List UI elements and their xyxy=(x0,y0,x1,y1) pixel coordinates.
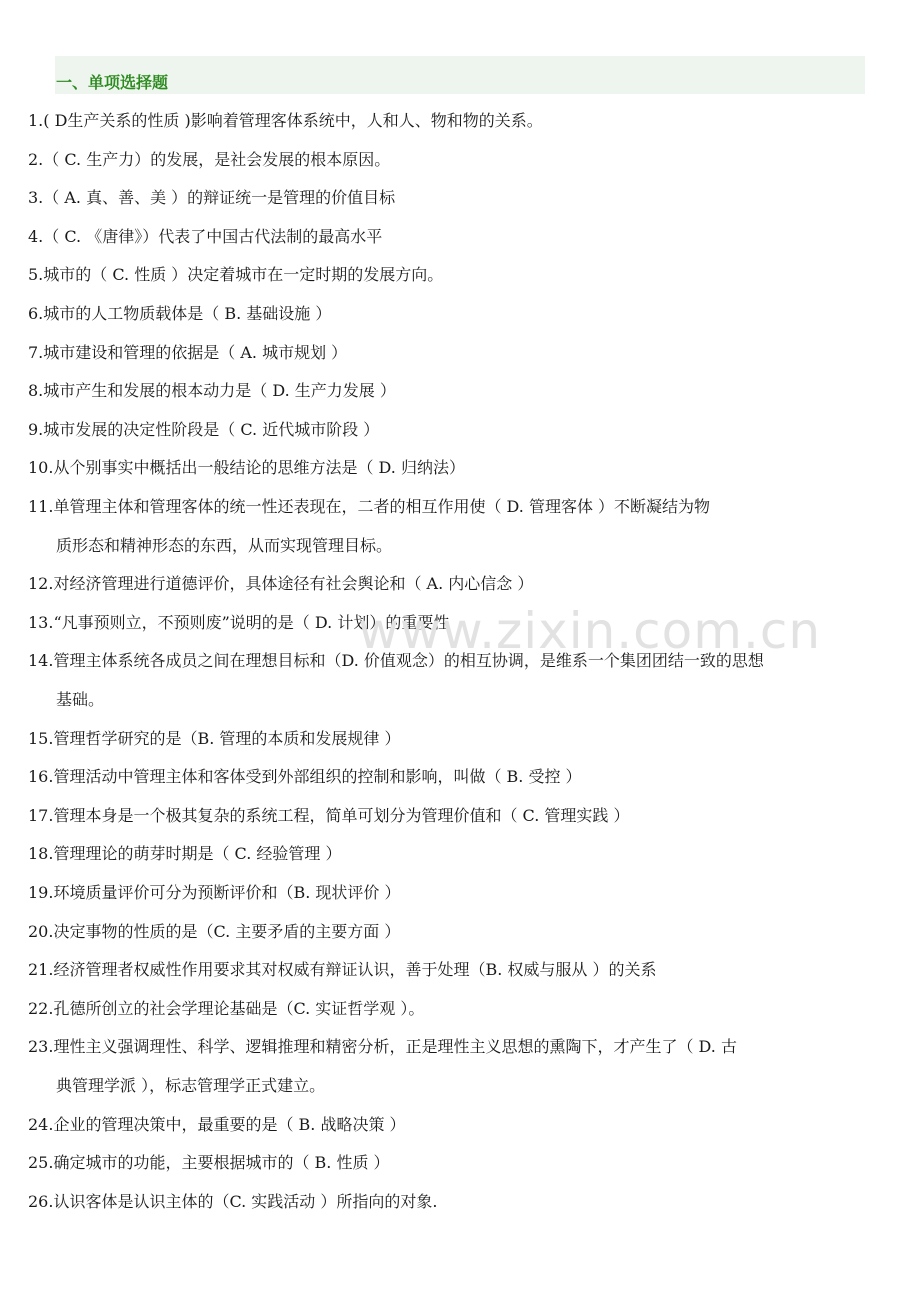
question-text: 20.决定事物的性质的是（C. 主要矛盾的主要方面 ） xyxy=(28,921,401,941)
question-item xyxy=(28,951,874,990)
question-item xyxy=(28,449,874,488)
question-text: 4.（ C. 《唐律》）代表了中国古代法制的最高水平 xyxy=(28,226,383,246)
question-text: 2.（ C. 生产力）的发展，是社会发展的根本原因。 xyxy=(28,149,391,169)
question-text: 11.单管理主体和管理客体的统一性还表现在，二者的相互作用使（ D. 管理客体 ）不断凝结为物 xyxy=(28,497,711,516)
question-item xyxy=(28,1144,874,1183)
question-text: 5.城市的（ C. 性质 ）决定着城市在一定时期的发展方向。 xyxy=(28,265,444,285)
question-text: 6.城市的人工物质载体是（ B. 基础设施 ） xyxy=(28,304,332,323)
question-item xyxy=(28,1183,874,1222)
question-item xyxy=(28,256,874,295)
question-item xyxy=(28,1028,874,1105)
question-item xyxy=(28,488,874,565)
question-item xyxy=(28,372,874,411)
question-text: 24.企业的管理决策中，最重要的是（ B. 战略决策 ） xyxy=(28,1114,406,1134)
question-text: 7.城市建设和管理的依据是（ A. 城市规划 ） xyxy=(28,342,348,362)
section-title: 一、单项选择题 xyxy=(56,73,169,92)
question-text: 22.孔德所创立的社会学理论基础是（C. 实证哲学观 ）。 xyxy=(28,998,425,1018)
question-text: 17.管理本身是一个极其复杂的系统工程，简单可划分为管理价值和（ C. 管理实践 ） xyxy=(28,805,630,825)
question-item xyxy=(28,913,874,952)
section-header-band xyxy=(55,56,865,94)
question-item xyxy=(28,720,874,759)
question-text: 3.（ A. 真、善、美 ）的辩证统一是管理的价值目标 xyxy=(28,188,396,208)
question-item xyxy=(28,604,874,643)
question-item xyxy=(28,141,874,180)
question-item xyxy=(28,797,874,836)
question-text: 9.城市发展的决定性阶段是（ C. 近代城市阶段 ） xyxy=(28,419,380,439)
question-text: 19.环境质量评价可分为预断评价和（B. 现状评价 ） xyxy=(28,883,401,902)
question-item xyxy=(28,334,874,373)
question-item xyxy=(28,758,874,797)
question-text-continuation: 质形态和精神形态的东西，从而实现管理目标。 xyxy=(56,535,393,555)
question-item xyxy=(28,1106,874,1145)
question-text: 15.管理哲学研究的是（B. 管理的本质和发展规律 ） xyxy=(28,728,401,748)
question-item xyxy=(28,990,874,1029)
question-text: 8.城市产生和发展的根本动力是（ D. 生产力发展 ） xyxy=(28,381,396,401)
question-text: 26.认识客体是认识主体的（C. 实践活动 ）所指向的对象. xyxy=(28,1191,438,1211)
question-item xyxy=(28,411,874,450)
question-text: 25.确定城市的功能，主要根据城市的（ B. 性质 ） xyxy=(28,1153,390,1173)
question-item xyxy=(28,179,874,218)
question-text-continuation: 典管理学派 ），标志管理学正式建立。 xyxy=(56,1075,326,1095)
question-text: 10.从个别事实中概括出一般结论的思维方法是（ D. 归纳法） xyxy=(28,458,465,478)
question-item xyxy=(28,642,874,719)
question-text: 23.理性主义强调理性、科学、逻辑推理和精密分析，正是理性主义思想的熏陶下，才产生了（ D. 古 xyxy=(28,1037,737,1057)
question-text-continuation: 基础。 xyxy=(56,689,105,709)
question-item xyxy=(28,218,874,257)
question-text: 21.经济管理者权威性作用要求其对权威有辩证认识，善于处理（B. 权威与服从 ）的关系 xyxy=(28,960,657,980)
question-item xyxy=(28,565,874,604)
question-item xyxy=(28,295,874,334)
question-item xyxy=(28,874,874,913)
question-item xyxy=(28,102,874,141)
question-text: 12.对经济管理进行道德评价，具体途径有社会舆论和（ A. 内心信念 ） xyxy=(28,574,534,594)
question-text: 18.管理理论的萌芽时期是（ C. 经验管理 ） xyxy=(28,844,342,864)
question-item xyxy=(28,835,874,874)
question-text: 14.管理主体系统各成员之间在理想目标和（D. 价值观念）的相互协调，是维系一个集团团结一致的思想 xyxy=(28,651,764,671)
watermark: www.zixin.com.cn xyxy=(358,602,822,660)
question-text: 13.“凡事预则立，不预则废”说明的是（ D. 计划）的重要性 xyxy=(28,612,450,632)
question-text: 1.( D生产关系的性质 )影响着管理客体系统中，人和人、物和物的关系。 xyxy=(28,111,543,130)
question-text: 16.管理活动中管理主体和客体受到外部组织的控制和影响，叫做（ B. 受控 ） xyxy=(28,767,582,787)
